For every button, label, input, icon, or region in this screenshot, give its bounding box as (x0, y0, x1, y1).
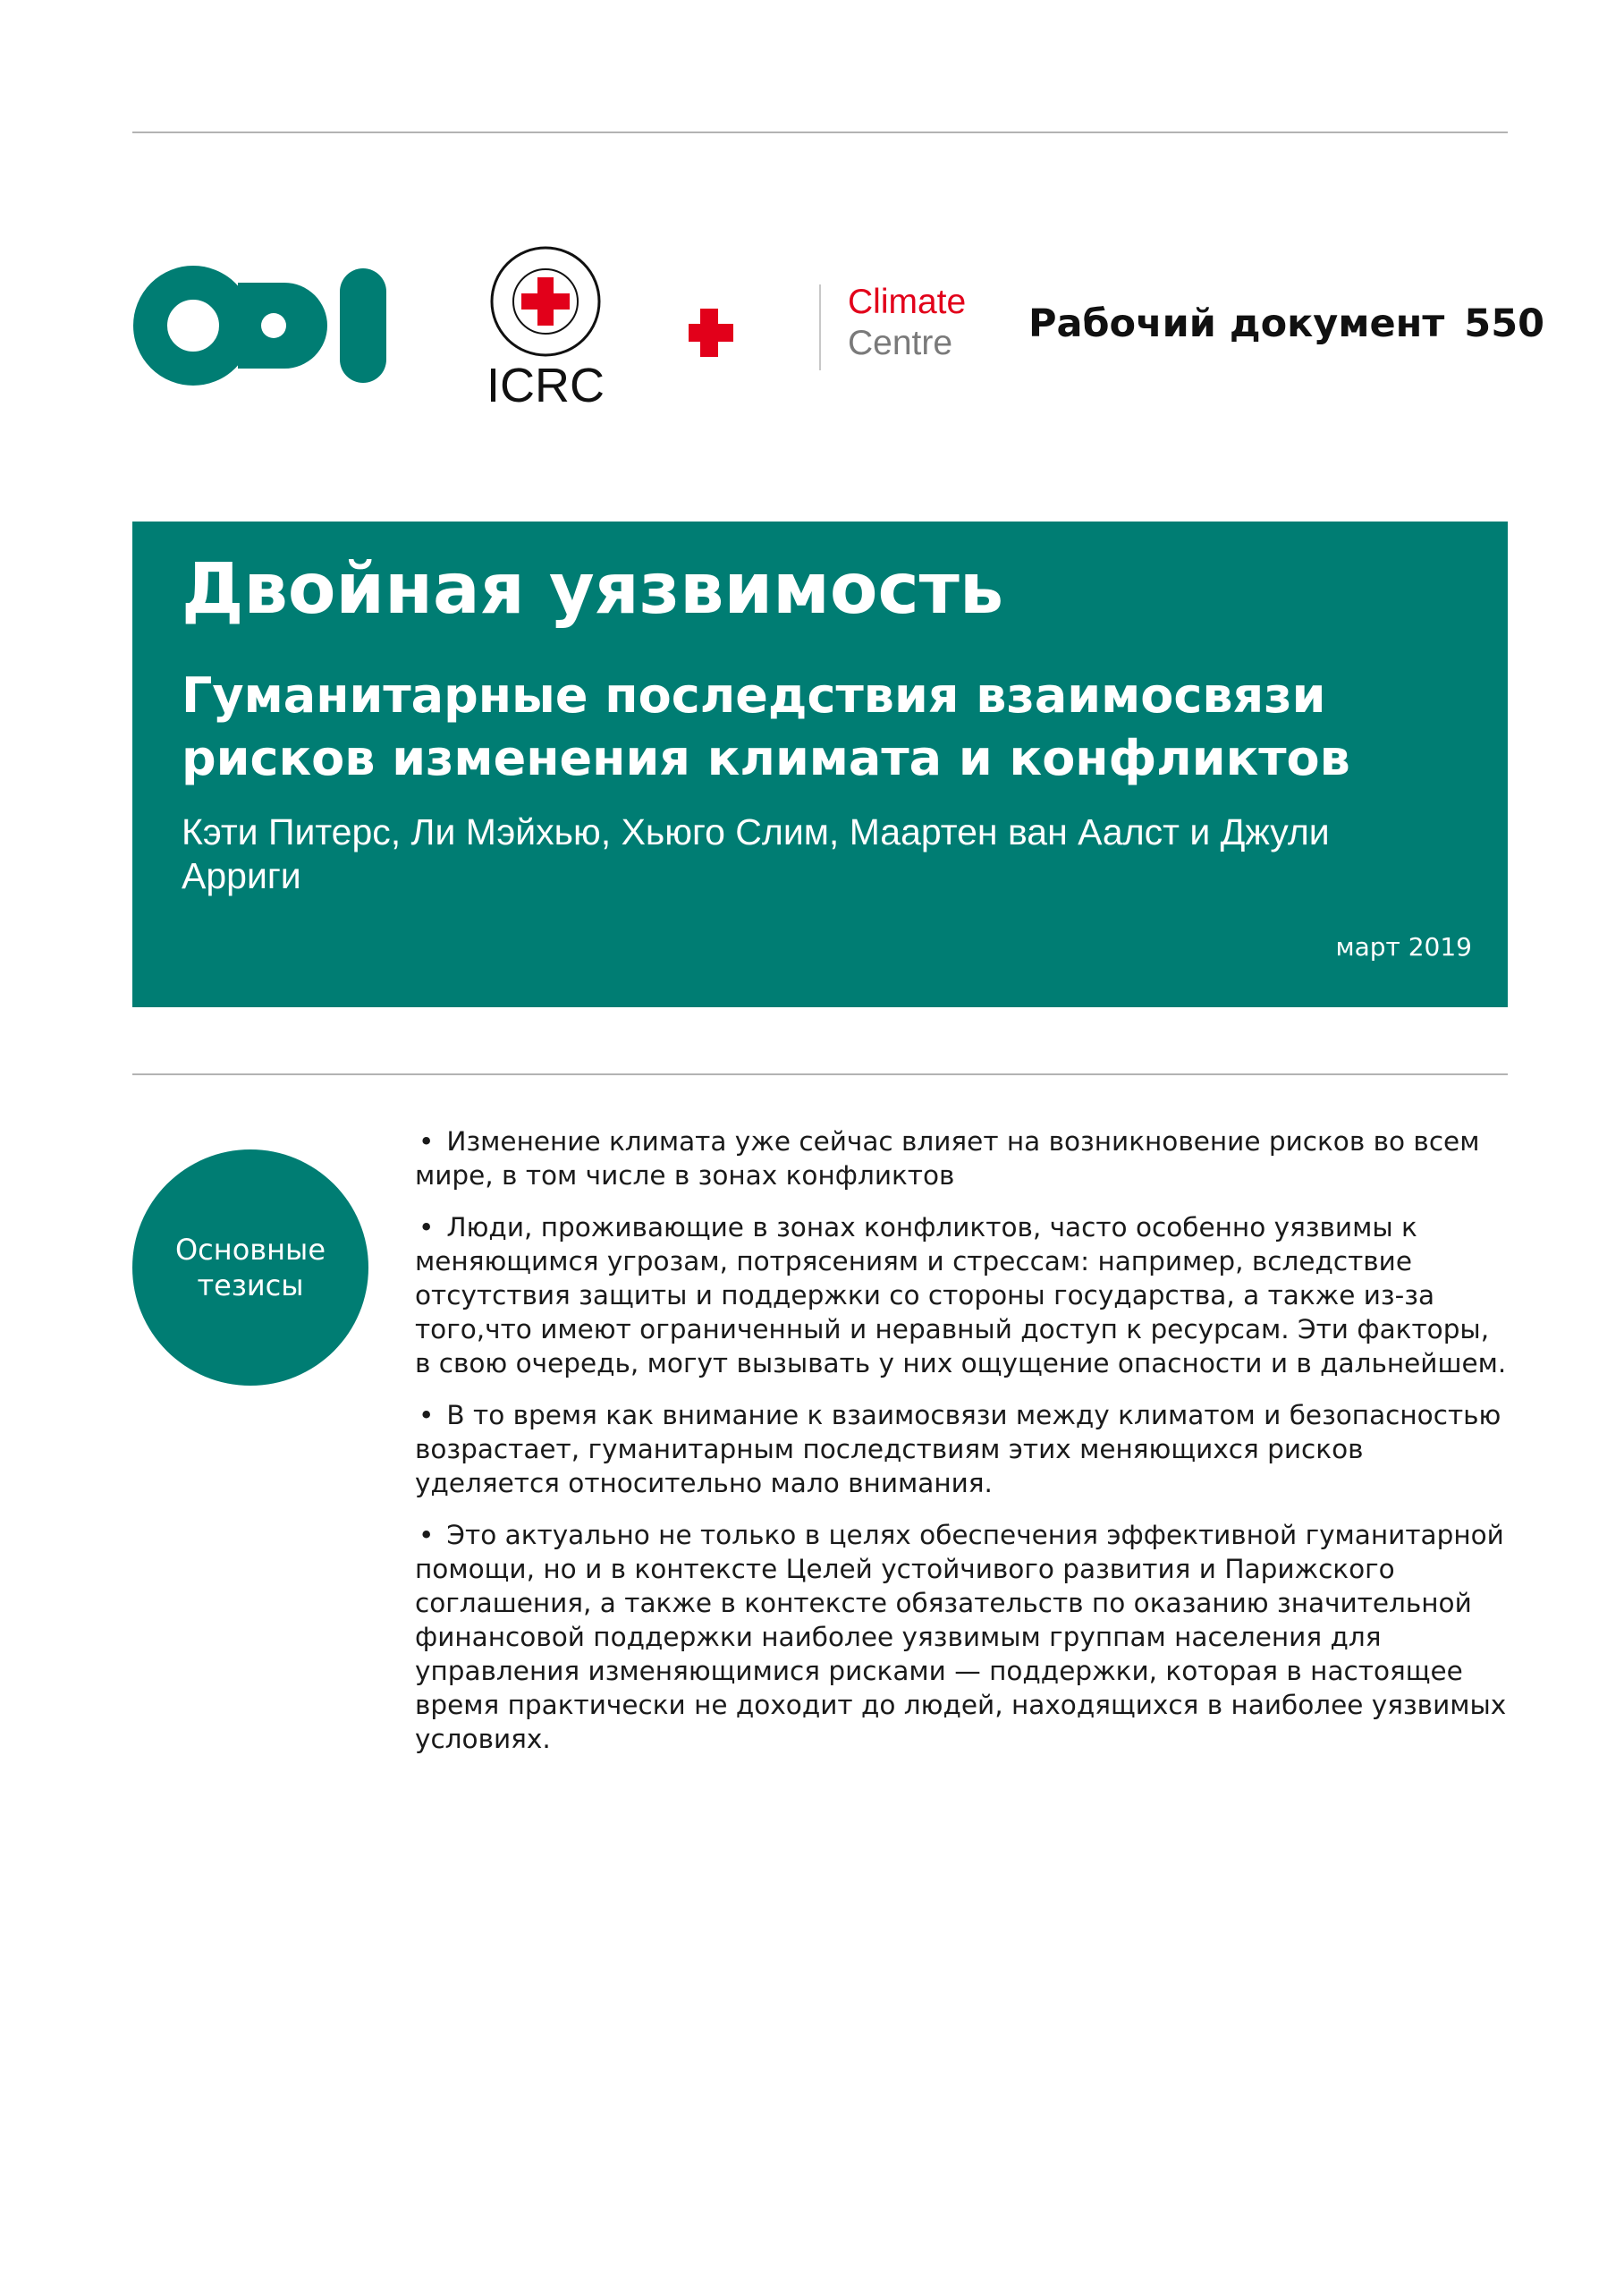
key-messages-list (415, 1124, 1508, 1774)
bullet-icon: • (419, 1126, 435, 1157)
climate-word: Climate (848, 283, 967, 321)
list-item-text: В то время как внимание к взаимосвязи между климатом и безопасностью возрастает, гуманитарным последствиям этих меняющихся рисков уделяется относительно мало внимания. (415, 1400, 1501, 1498)
bullet-icon: • (419, 1400, 435, 1430)
authors: Кэти Питерс, Ли Мэйхью, Хьюго Слим, Маартен ван Аалст и Джули Арриги (182, 811, 1330, 896)
icrc-logo (478, 243, 613, 413)
icrc-wordmark: ICRC (486, 359, 605, 412)
list-item (415, 1124, 1508, 1192)
working-paper-label (1028, 297, 1544, 351)
logo-divider (819, 284, 821, 370)
bullet-icon: • (419, 1520, 435, 1550)
key-messages-label: Основные тезисы (174, 1233, 326, 1302)
red-crescent-icon (748, 306, 774, 360)
top-divider (132, 131, 1508, 133)
publication-date: март 2019 (1335, 932, 1472, 962)
page-subtitle: Гуманитарные последствия взаимосвязи рисков изменения климата и конфликтов (182, 667, 1350, 786)
title-panel (132, 522, 1508, 1007)
section-divider (132, 1073, 1508, 1075)
list-item (415, 1518, 1508, 1756)
working-paper-number: 550 (1464, 301, 1545, 346)
key-messages-badge (132, 1149, 368, 1386)
bullet-icon: • (419, 1212, 435, 1243)
list-item-text: Это актуально не только в целях обеспечения эффективной гуманитарной помощи, но и в контексте Целей устойчивого развития и Парижского соглашения, а также в контексте обязательств по оказанию значительной финансовой поддержки наиболее уязвимым группам населения для управления изменяющимися рисками — поддержки, которая в настоящее время практически не доходит до людей, находящихся в наиболее уязвимых условиях. (415, 1520, 1507, 1754)
odi-logo (132, 265, 405, 386)
list-item-text: Люди, проживающие в зонах конфликтов, часто особенно уязвимы к меняющимся угрозам, потрясениям и стрессам: например, вследствие отсутствия защиты и поддержки со стороны государства, а также из-за того,что имеют ограниченный и неравный доступ к ресурсам. Эти факторы, в свою очередь, могут вызывать у них ощущение опасности и в дальнейшем. (415, 1212, 1507, 1378)
red-cross-crescent-icon (689, 297, 796, 369)
climate-centre-logo (689, 284, 980, 383)
centre-word: Centre (848, 324, 953, 362)
list-item (415, 1398, 1508, 1500)
list-item (415, 1210, 1508, 1380)
page-title: Двойная уязвимость (182, 549, 1004, 630)
list-item-text: Изменение климата уже сейчас влияет на возникновение рисков во всем мире, в том числе в зонах конфликтов (415, 1126, 1480, 1191)
working-paper-text: Рабочий документ (1028, 301, 1445, 346)
icrc-emblem-icon (487, 243, 604, 360)
